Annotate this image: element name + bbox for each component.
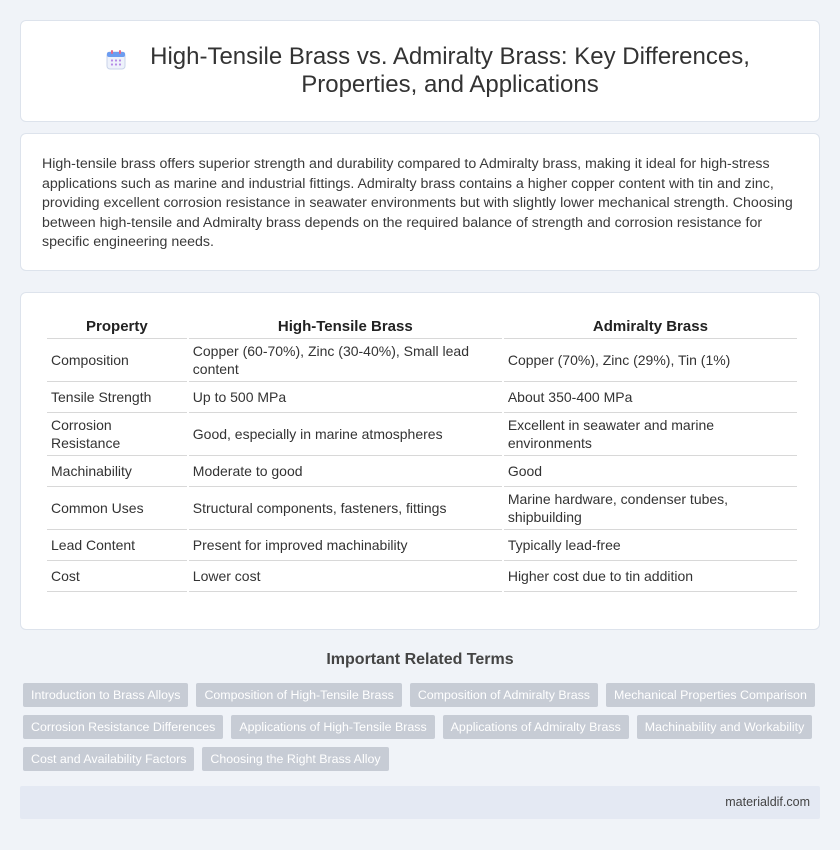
- table-row: [47, 530, 797, 561]
- related-term-tag[interactable]: Introduction to Brass Alloys: [23, 683, 188, 707]
- header-property: Property: [47, 313, 187, 339]
- related-term-tag[interactable]: Composition of High-Tensile Brass: [196, 683, 401, 707]
- intro-card: [20, 133, 820, 271]
- related-terms-title: Important Related Terms: [326, 651, 514, 668]
- row-property: Machinability: [47, 456, 187, 487]
- row-admiralty-value: Higher cost due to tin addition: [504, 561, 797, 592]
- row-high-tensile-value: Good, especially in marine atmospheres: [189, 413, 502, 456]
- related-term-tag[interactable]: Applications of Admiralty Brass: [443, 715, 629, 739]
- table-header-row: [47, 313, 797, 339]
- table-row: [47, 456, 797, 487]
- row-admiralty-value: Typically lead-free: [504, 530, 797, 561]
- row-admiralty-value: Copper (70%), Zinc (29%), Tin (1%): [504, 339, 797, 382]
- related-term-tag[interactable]: Machinability and Workability: [637, 715, 813, 739]
- row-property: Cost: [47, 561, 187, 592]
- related-term-tag[interactable]: Cost and Availability Factors: [23, 747, 194, 771]
- row-high-tensile-value: Up to 500 MPa: [189, 382, 502, 413]
- header-high-tensile: High-Tensile Brass: [189, 313, 502, 339]
- row-admiralty-value: Excellent in seawater and marine environments: [504, 413, 797, 456]
- table-row: [47, 382, 797, 413]
- footer-bar: [20, 786, 820, 819]
- row-property: Common Uses: [47, 487, 187, 530]
- title-card: [20, 20, 820, 122]
- table-row: [47, 413, 797, 456]
- row-high-tensile-value: Present for improved machinability: [189, 530, 502, 561]
- related-term-tag[interactable]: Applications of High-Tensile Brass: [231, 715, 434, 739]
- row-high-tensile-value: Lower cost: [189, 561, 502, 592]
- row-property: Lead Content: [47, 530, 187, 561]
- related-term-tag[interactable]: Composition of Admiralty Brass: [410, 683, 598, 707]
- comparison-table-card: [20, 292, 820, 630]
- row-admiralty-value: Good: [504, 456, 797, 487]
- row-high-tensile-value: Copper (60-70%), Zinc (30-40%), Small lead content: [189, 339, 502, 382]
- page-title: High-Tensile Brass vs. Admiralty Brass: Key Differences, Properties, and Applications: [150, 43, 750, 98]
- row-admiralty-value: About 350-400 MPa: [504, 382, 797, 413]
- row-high-tensile-value: Structural components, fasteners, fittings: [189, 487, 502, 530]
- table-row: [47, 339, 797, 382]
- row-high-tensile-value: Moderate to good: [189, 456, 502, 487]
- related-term-tag[interactable]: Mechanical Properties Comparison: [606, 683, 815, 707]
- comparison-table: [45, 313, 799, 592]
- related-term-tag[interactable]: Choosing the Right Brass Alloy: [202, 747, 388, 771]
- related-terms-list: [23, 683, 823, 771]
- row-property: Composition: [47, 339, 187, 382]
- footer-site-link[interactable]: materialdif.com: [725, 795, 810, 809]
- table-row: [47, 561, 797, 592]
- row-property: Tensile Strength: [47, 382, 187, 413]
- intro-paragraph: High-tensile brass offers superior strength and durability compared to Admiralty brass, making it ideal for high-stress applications such as marine and industrial fittings. Admiralty brass contains a higher copper content with tin and zinc, providing excellent corrosion resistance in seawater environments but with slightly lower mechanical strength. Choosing between high-tensile and Admiralty brass depends on the required balance of strength and corrosion resistance for specific engineering needs.: [42, 156, 793, 251]
- header-admiralty: Admiralty Brass: [504, 313, 797, 339]
- row-property: Corrosion Resistance: [47, 413, 187, 456]
- table-row: [47, 487, 797, 530]
- related-term-tag[interactable]: Corrosion Resistance Differences: [23, 715, 223, 739]
- row-admiralty-value: Marine hardware, condenser tubes, shipbuilding: [504, 487, 797, 530]
